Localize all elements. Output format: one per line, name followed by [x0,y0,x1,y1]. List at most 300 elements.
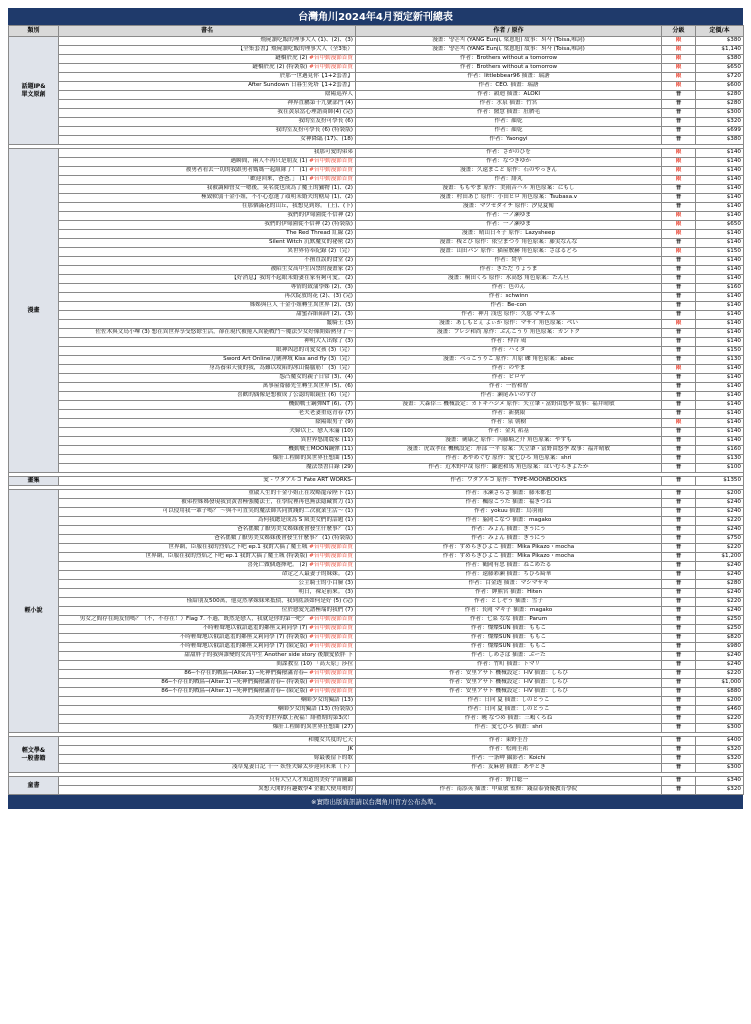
rating-cell: 普 [662,499,696,508]
book-title-text: 於那一世邁見你【1+2套書】 [279,73,353,80]
price-cell: $200 [696,490,744,499]
book-title [59,553,356,562]
author-cell: 作者：燦燦SUN 插畫：ももこ [356,643,662,652]
author-cell: 作者：Be-con [356,302,662,311]
book-title-text: 不擅直誤的食堂 (2) [304,257,353,264]
rating-cell: 限 [662,221,696,230]
price-cell: $140 [696,194,744,203]
book-title-text: 極致軟弱千金小姐，不小心惹進了頑明未婚夫的轄局 (1)、(2) [201,194,353,201]
price-cell: $1,200 [696,553,744,562]
book-title-text: 爆肝工程師的異世界狂想曲 (15) [272,455,353,462]
rating-cell: 普 [662,616,696,625]
rating-cell: 普 [662,410,696,419]
book-title-text: 為美好的世界獻上祝福！緋禮期的第3次！ [248,715,353,722]
book-title-text: 被弟控姊姊發現我買黃書極強魔法士，在學院裡再也無法隱藏實力 (1) [181,499,353,506]
table-row [9,203,744,212]
price-cell: $140 [696,338,744,347]
book-title [59,91,356,100]
table-row [9,544,744,553]
book-title [59,544,356,553]
col-book: 書名 [59,26,356,37]
book-title-text: 不時輕聲地以俄語遮羞的鄰座艾莉同學 (7) (限定版) [179,643,308,650]
book-title [59,248,356,257]
rating-cell: 普 [662,203,696,212]
book-title-text: 神界直屬第十九號部門 (4) [287,100,353,107]
book-title [59,477,356,486]
event-tag: #台中動漫節首賣 [309,679,353,686]
book-title [59,715,356,724]
table-row [9,697,744,706]
book-title [59,508,356,517]
table-row [9,248,744,257]
book-title-text: The Red Thread 紅線 (2) [286,230,353,237]
book-title-text: 爸名搖數了厭男美女姊妹後會發生什麼事？ (1) (特裝版) [214,535,353,542]
rating-cell: 限 [662,167,696,176]
table-row [9,239,744,248]
price-cell: $300 [696,724,744,733]
table-row [9,464,744,473]
rating-cell: 限 [662,55,696,64]
rating-cell: 普 [662,257,696,266]
book-title-text: 異世界悠閒農家 (11) [300,437,353,444]
author-cell: 作者：ハミタ [356,347,662,356]
price-cell: $100 [696,464,744,473]
book-title [59,670,356,679]
table-row [9,401,744,410]
book-title-text: 怨凸魔女的親子日常 (3)、(4) [279,374,353,381]
book-title [59,302,356,311]
rating-cell: 普 [662,737,696,746]
table-row [9,737,744,746]
book-title-text: 妳最後留下的歌 [313,755,353,762]
rating-cell: 普 [662,311,696,320]
price-cell: $140 [696,149,744,158]
book-title-text: 甜甜胖子的我與誰變的女高中生 Another side story 後續愛依胖 下 [184,652,353,659]
book-title-text: 位於戀愛光譜極端的我們 (7) [281,607,353,614]
price-cell: $140 [696,158,744,167]
rating-cell: 普 [662,136,696,145]
book-title [59,401,356,410]
book-title-text: 喜歡的偶像是想被成了公認的眼鏡狂 (6)（完） [237,392,353,399]
price-cell: $140 [696,275,744,284]
price-cell: $140 [696,212,744,221]
author-cell: 作者：CEO. 插畫：瑞溏 [356,82,662,91]
rating-cell: 普 [662,490,696,499]
rating-cell: 普 [662,383,696,392]
rating-cell: 普 [662,185,696,194]
book-title [59,428,356,437]
author-cell: 作者：野口聡一 [356,777,662,786]
table-row [9,598,744,607]
book-title-text: 【全集套書】殭屍讀吃飯的理事大人（全3集） [237,46,353,53]
book-title [59,777,356,786]
book-title-text: 和魔女共度的七天 [308,737,353,744]
category-cell: 話題IP& 單文原創 [9,37,59,145]
book-title-text: 世界網，臣服在我的烈焰之下吧 ep.1 我對大搞了魔王城 [168,544,308,551]
rating-cell: 限 [662,149,696,158]
table-row [9,356,744,365]
price-cell: $130 [696,356,744,365]
price-cell: $240 [696,661,744,670]
book-title [59,239,356,248]
author-cell: 作者：すめらぎひよこ 插畫：Mika Pikazo・mocha [356,553,662,562]
book-title-text: 鏈橋於虎 (2) (特裝版) [252,64,308,71]
book-title-text: 喜死亡做個選擇吧。 (2) [247,562,308,569]
price-cell: $240 [696,526,744,535]
price-cell: $320 [696,755,744,764]
book-title-text: 佐佐木與文鳥小嗶 (3) 想在異世界享受悠餘生活，卻在現代被捲入異能戰鬥～魔法少女好像開始熱身了～ [95,329,353,336]
book-title-text: 男女之間存在純友情嗎？（不，不存在！）Flag 7. 不過，既然是戀人，我就是你的第一吧？ [79,616,308,623]
book-title [59,517,356,526]
table-row [9,490,744,499]
book-title-text: 只有大空人才知道的美好宇宙圖鑑 [269,777,353,784]
book-title [59,293,356,302]
event-tag: #台中動漫節首賣 [309,158,353,165]
author-cell: 作者：泉 朝樹 [356,419,662,428]
book-title-text: 86─不存在的戰區─(Alter.1) ─死神們獨撥瀟青春─ [184,670,308,677]
author-cell: 作者：Yaongyi [356,136,662,145]
table-row [9,185,744,194]
rating-cell: 普 [662,100,696,109]
book-title-text: 陰陽巡界人 [325,91,353,98]
table-row [9,477,744,486]
rating-cell: 普 [662,194,696,203]
book-title [59,127,356,136]
book-title-text: Sword Art Online刀劍神域 Kiss and fly (3)（完） [223,356,353,363]
col-author: 作者 / 原作 [356,26,662,37]
table-row [9,706,744,715]
table-row [9,571,744,580]
table-row [9,446,744,455]
author-cell: 作者：白金透 插畫：マシマサキ [356,580,662,589]
book-title-text: 公主騎士的小白臉 (3) [298,580,353,587]
rating-cell: 普 [662,477,696,486]
price-cell: $140 [696,230,744,239]
book-title [59,100,356,109]
book-title [59,724,356,733]
price-cell: $220 [696,715,744,724]
author-cell: 作者：焚辛 [356,257,662,266]
book-title [59,661,356,670]
table-row [9,91,744,100]
author-cell: 作者：安里アサト 機械設定：I-IV 插畫：しらび [356,679,662,688]
book-title [59,221,356,230]
author-cell: 作者：緋丸 [356,176,662,185]
rating-cell: 普 [662,598,696,607]
book-title-text: 被勇者看去一切的我跟勇者媽媽一起組隊了！ (1) [185,167,308,174]
price-cell: $820 [696,634,744,643]
table-row [9,158,744,167]
book-title [59,562,356,571]
book-title [59,149,356,158]
table-row [9,293,744,302]
price-cell: $140 [696,383,744,392]
table-row [9,338,744,347]
book-title [59,598,356,607]
rating-cell: 限 [662,320,696,329]
rating-cell: 普 [662,118,696,127]
category-cell: 童書 [9,777,59,795]
book-title [59,383,356,392]
author-cell: 作者：日向 夏 插畫：しのとうこ [356,697,662,706]
price-cell: $140 [696,311,744,320]
rating-cell: 普 [662,401,696,410]
price-cell: $240 [696,499,744,508]
author-cell: 作者：Brothers without a tomorrow [356,64,662,73]
book-title-text: 專情的致蒲學姊 (2)、(3) [290,284,353,291]
book-title-text: 不時輕聲地以俄語遮羞的鄰座艾莉同學 (7) [202,625,308,632]
author-cell: 作者：一ノ瀬ゆま [356,221,662,230]
price-cell: $140 [696,428,744,437]
author-cell: 作者：みょん 插畫：ぎうにう [356,526,662,535]
event-tag: #台中動漫節首賣 [309,625,353,632]
book-title-text: 爆肝工程師的異世界狂想曲 (27) [272,724,353,731]
author-cell: 作者：長岡 マキ子 插畫：magako [356,607,662,616]
price-cell: $240 [696,571,744,580]
table-row [9,746,744,755]
price-cell: $300 [696,109,744,118]
rating-cell: 限 [662,37,696,46]
book-title [59,338,356,347]
author-cell: 作者：仲谷 鳰 [356,338,662,347]
table-row [9,275,744,284]
author-cell: 作者：七菜 なな 插畫：Parum [356,616,662,625]
rating-cell: 普 [662,661,696,670]
book-title [59,275,356,284]
rating-cell: 普 [662,580,696,589]
rating-cell: 限 [662,73,696,82]
author-cell: 作者：ピロヤ [356,374,662,383]
book-title [59,535,356,544]
book-title-text: 異世界侍奉紀錄 (2)（完） [287,248,353,255]
author-cell: 作者：曉 なつめ 插畫：三嶋くろね [356,715,662,724]
table-row [9,149,744,158]
price-cell: $320 [696,118,744,127]
author-cell: 作者：色のん [356,284,662,293]
price-cell: $140 [696,293,744,302]
footer-note: ※實際出版資訊請以台灣角川官方公布為準。 [8,795,743,809]
book-title [59,634,356,643]
author-cell: 作者：友麻碧 插畫：あやとき [356,764,662,773]
col-category: 類別 [9,26,59,37]
event-tag: #台中動漫節首賣 [309,64,353,71]
col-price: 定價/本 [696,26,744,37]
book-title-text: 我的室友扮可學長 (6) [298,118,353,125]
book-title [59,320,356,329]
table-row [9,392,744,401]
author-cell: 漫畫：ももやま 原作：美雨音ハル 角色原案：にもし [356,185,662,194]
book-title [59,73,356,82]
rating-cell: 普 [662,284,696,293]
author-cell: 作者：鶴岡有忠 插畫：ねこめたる [356,562,662,571]
price-cell: $650 [696,64,744,73]
price-cell: $220 [696,544,744,553]
rating-cell: 普 [662,437,696,446]
rating-cell: 普 [662,535,696,544]
price-cell: $400 [696,737,744,746]
price-cell: $720 [696,73,744,82]
price-cell: $1350 [696,477,744,486]
author-cell: 作者：顏乾 [356,127,662,136]
table-row [9,73,744,82]
price-cell: $140 [696,374,744,383]
book-title [59,446,356,455]
rating-cell: 普 [662,764,696,773]
price-cell: $600 [696,82,744,91]
author-cell: 作者：あやめぐむ 原作：愛七ひろ 角色原案：shri [356,455,662,464]
book-title-text: 不時輕聲地以俄語遮羞的鄰座艾莉同學 (7) (特裝版) [179,634,308,641]
book-title-text: 我那可愛的弟弟 [313,149,353,156]
book-title-text: After Sundown 日暮生死塔【1+2套書】 [248,82,353,89]
rating-cell: 普 [662,625,696,634]
book-title [59,697,356,706]
book-title-text: 機動戰士MOON鋼彈 (11) [288,446,353,453]
author-cell: 漫畫：桐田くろ 原作：氷高悠 角色原案：たん旦 [356,275,662,284]
book-title-text: 藥師少女的獨語 (13) [300,697,353,704]
event-tag: #台中動漫節首賣 [309,553,353,560]
price-cell: $140 [696,185,744,194]
book-title [59,737,356,746]
table-row [9,715,744,724]
book-title [59,55,356,64]
author-cell: 漫畫：桟とび 原作：依空まつり 角色原案：藤実なんな [356,239,662,248]
author-cell: 作者：日向 夏 插畫：しのとうこ [356,706,662,715]
rating-cell: 普 [662,91,696,100]
price-cell: $140 [696,392,744,401]
book-title-text: 神明大人出嫁了 (3) [304,338,353,345]
price-cell: $140 [696,329,744,338]
book-title [59,203,356,212]
book-title-text: 鏈橋於虎 (2) [275,55,308,62]
event-tag: #台中動漫節首賣 [309,634,353,641]
rating-cell: 普 [662,746,696,755]
table-row [9,688,744,697]
book-title [59,746,356,755]
price-cell: $280 [696,100,744,109]
event-tag: #台中動漫節首賣 [309,688,353,695]
rating-cell: 普 [662,553,696,562]
table-row [9,724,744,733]
book-title-text: 我們的伊甸園從不信神 (2) [287,212,353,219]
price-cell: $140 [696,410,744,419]
author-cell: 漫畫：虎哉孝征 機械設定：形部 一平 原案：矢立肇・富野由悠季 故事：福井晴敏 [356,446,662,455]
author-cell: 作者：安里アサト 機械設定：I-IV 插畫：しらび [356,670,662,679]
book-title [59,490,356,499]
rating-cell: 普 [662,347,696,356]
book-title [59,257,356,266]
table-row [9,374,744,383]
book-title-text: 愛 - ワダアルコ Fate ART WORKS- [263,477,353,484]
author-cell: 作者：のやま [356,365,662,374]
author-cell: 漫畫：山田パン 原作：猫屋敷赫 角色原案：さばるどろ [356,248,662,257]
book-title [59,589,356,598]
book-title-text: 鬣騎王 (3) [326,320,353,327]
rating-cell: 限 [662,158,696,167]
book-title [59,118,356,127]
rating-cell: 普 [662,562,696,571]
author-cell: 作者：楓原こうた 插畫：福きつね [356,499,662,508]
price-cell: $650 [696,221,744,230]
rating-cell: 普 [662,455,696,464]
rating-cell: 限 [662,365,696,374]
rating-cell: 普 [662,697,696,706]
author-cell: 漫畫：あしもとぇ よぃか 原作：マサイ 角色原案：ぺい [356,320,662,329]
author-cell: 作者：一智和智 [356,383,662,392]
author-cell: 作者：安里アサト 機械設定：I-IV 插畫：しらび [356,688,662,697]
book-title-text: 姊姊與巨人 千金小姐轉生異世界 (2)、(3) [249,302,353,309]
book-title [59,764,356,773]
book-title [59,176,356,185]
rating-cell: 普 [662,374,696,383]
book-title [59,499,356,508]
event-tag: #台中動漫節首賣 [309,55,353,62]
author-cell: 漫畫：양은지 (YANG Eunji, 梁恩旭) 故事：퇴사 (Toisa,唯詞) [356,46,662,55]
event-tag: #台中動漫節首賣 [309,167,353,174]
price-cell: $240 [696,589,744,598]
book-title [59,284,356,293]
table-row [9,661,744,670]
book-title-text: 老夫老妻重返青春 (7) [298,410,353,417]
rating-cell: 限 [662,82,696,91]
price-cell: $240 [696,652,744,661]
table-row [9,100,744,109]
price-cell: $220 [696,598,744,607]
book-title-text: 我們的伊甸園從不信神 (2) (特裝版) [264,221,353,228]
book-title-text: 在那個滿花的山丘，我想見到妳。 (上)、(下) [241,203,353,210]
price-cell: $240 [696,562,744,571]
book-title-text: 間諜教室 (10) 「高天原」莎拉 [276,661,353,668]
price-cell: $150 [696,347,744,356]
author-cell: 作者：なつきゆか [356,158,662,167]
price-cell: $340 [696,777,744,786]
rating-cell: 限 [662,230,696,239]
event-tag: #台中動漫節首賣 [309,643,353,650]
table-row [9,625,744,634]
rating-cell: 限 [662,64,696,73]
author-cell: 作者：神月 浅也 原作：久慈 マサムネ [356,311,662,320]
book-title-text: JK [347,746,353,753]
price-cell: $980 [696,643,744,652]
table-row [9,302,744,311]
rating-cell: 普 [662,329,696,338]
rating-cell: 普 [662,544,696,553]
table-row [9,764,744,773]
author-cell: 作者：金丸 祐基 [356,428,662,437]
author-cell: 作者：遠藤彩瀬 插畫：ちひろ綺華 [356,571,662,580]
author-cell: 作者：顏乾 [356,118,662,127]
book-title-text: 藥師少女的獨語 (13) (特裝版) [277,706,353,713]
table-row [9,777,744,786]
book-title [59,571,356,580]
book-title [59,652,356,661]
book-title [59,194,356,203]
book-title [59,455,356,464]
table-row [9,428,744,437]
book-title [59,419,356,428]
table-row [9,526,744,535]
author-cell: 作者：醫慧 插畫：肚臍毛 [356,109,662,118]
book-title-text: 被陌生女高中生囚禁的漫畫家 (2) [270,266,353,273]
price-cell: $200 [696,697,744,706]
author-cell: 作者：水泉 插畫：竹宮 [356,100,662,109]
catalog-table [8,25,744,795]
table-row [9,553,744,562]
book-title [59,46,356,55]
book-title [59,167,356,176]
event-tag: #台中動漫節首賣 [309,562,353,569]
rating-cell: 普 [662,508,696,517]
book-title [59,786,356,795]
